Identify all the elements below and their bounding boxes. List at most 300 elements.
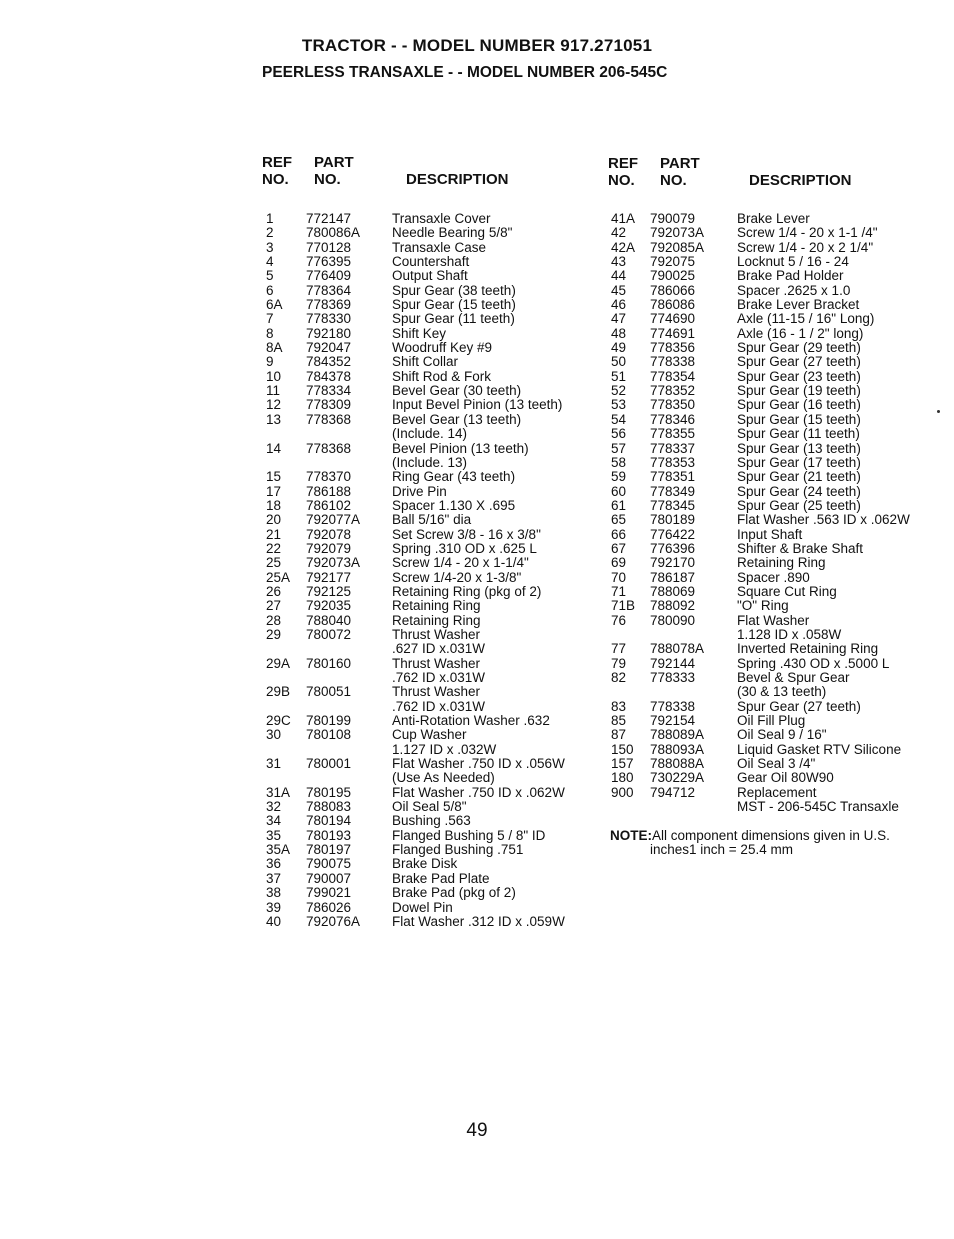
parts-row (611, 528, 941, 542)
parts-row (266, 456, 596, 470)
part-number: 778346 (650, 411, 696, 427)
parts-row (266, 614, 596, 628)
parts-row (611, 212, 941, 226)
part-description: Oil Seal 9 / 16" (737, 727, 827, 743)
parts-row (611, 470, 941, 484)
part-number: 780072 (306, 626, 352, 642)
part-description: Flat Washer (737, 612, 810, 628)
part-description: Set Screw 3/8 - 16 x 3/8" (392, 526, 541, 542)
parts-row (266, 427, 596, 441)
part-number: 770128 (306, 239, 352, 255)
parts-row (266, 829, 596, 843)
parts-row (611, 786, 941, 800)
parts-row (611, 671, 941, 685)
part-description: Gear Oil 80W90 (737, 770, 834, 786)
ref-number: 30 (266, 727, 282, 743)
ref-number: 13 (266, 411, 282, 427)
part-number: 792144 (650, 655, 696, 671)
ref-number: 87 (611, 727, 627, 743)
part-description: Flat Washer .563 ID x .062W (737, 512, 910, 528)
parts-row (611, 800, 941, 814)
ref-number: 54 (611, 411, 627, 427)
scan-speck (937, 410, 940, 413)
parts-row (266, 814, 596, 828)
part-number: 786188 (306, 483, 352, 499)
right-parts-list (611, 212, 941, 814)
parts-row (611, 642, 941, 656)
part-description: Screw 1/4-20 x 1-3/8" (392, 569, 522, 585)
part-description: Axle (11-15 / 16" Long) (737, 311, 875, 327)
part-description: Flanged Bushing 5 / 8" ID (392, 827, 546, 843)
parts-row (266, 743, 596, 757)
part-description: Brake Pad (pkg of 2) (392, 885, 516, 901)
part-description: Spur Gear (25 teeth) (737, 497, 861, 513)
parts-row (266, 442, 596, 456)
header-part-line2: NO. (660, 172, 687, 189)
parts-row (611, 771, 941, 785)
part-description: Bevel Pinion (13 teeth) (392, 440, 529, 456)
part-number: 790079 (650, 211, 696, 226)
part-number: 792047 (306, 340, 352, 356)
parts-row (266, 571, 596, 585)
part-description: Spur Gear (16 teeth) (737, 397, 861, 413)
part-description: Spur Gear (27 teeth) (737, 698, 861, 714)
part-number: 780193 (306, 827, 352, 843)
part-description: Input Bevel Pinion (13 teeth) (392, 397, 563, 413)
part-number: 778370 (306, 469, 352, 485)
parts-row (611, 657, 941, 671)
part-description: 1.127 ID x .032W (392, 741, 497, 757)
part-number: 792076A (306, 913, 361, 929)
parts-row (266, 728, 596, 742)
parts-row (266, 872, 596, 886)
ref-number: 6 (266, 282, 274, 298)
part-description: Spur Gear (11 teeth) (737, 426, 860, 442)
parts-row (266, 800, 596, 814)
parts-row (266, 212, 596, 226)
parts-row (611, 298, 941, 312)
parts-row (266, 886, 596, 900)
header-ref-line2: NO. (608, 172, 635, 189)
ref-number: 7 (266, 311, 274, 327)
ref-number: 34 (266, 813, 282, 829)
parts-row (266, 901, 596, 915)
parts-row (266, 657, 596, 671)
part-description: Retaining Ring (392, 612, 481, 628)
right-description-header: DESCRIPTION (749, 172, 852, 189)
ref-number: 47 (611, 311, 627, 327)
part-number: 780199 (306, 713, 352, 729)
part-number: 784352 (306, 354, 352, 370)
parts-row (266, 556, 596, 570)
part-number: 778368 (306, 411, 352, 427)
parts-row (611, 599, 941, 613)
ref-number: 79 (611, 655, 627, 671)
part-description: Locknut 5 / 16 - 24 (737, 254, 849, 270)
ref-number: 42A (611, 239, 636, 255)
parts-row (611, 728, 941, 742)
parts-row (266, 485, 596, 499)
ref-number: 8A (266, 340, 283, 356)
ref-number: 48 (611, 325, 627, 341)
part-description: Input Shaft (737, 526, 803, 542)
ref-number: 26 (266, 583, 282, 599)
part-number: 788093A (650, 741, 705, 757)
parts-row (611, 413, 941, 427)
part-number: 778337 (650, 440, 696, 456)
part-number: 778333 (650, 670, 696, 685)
parts-row (266, 671, 596, 685)
part-description: Replacement (737, 784, 817, 800)
left-part-header (314, 154, 354, 188)
parts-row (611, 384, 941, 398)
part-description: Flat Washer .750 ID x .056W (392, 756, 565, 772)
parts-row (611, 571, 941, 585)
ref-number: 2 (266, 225, 274, 241)
part-number: 792079 (306, 540, 352, 556)
ref-number: 29B (266, 684, 291, 700)
ref-number: 38 (266, 885, 282, 901)
part-number: 780051 (306, 684, 352, 700)
part-number: 776422 (650, 526, 696, 542)
parts-row (611, 284, 941, 298)
parts-row (266, 513, 596, 527)
part-number: 780194 (306, 813, 352, 829)
ref-number: 83 (611, 698, 627, 714)
part-number: 778349 (650, 483, 696, 499)
parts-row (611, 714, 941, 728)
part-description: Flat Washer .312 ID x .059W (392, 913, 565, 929)
parts-row (266, 843, 596, 857)
parts-row (266, 226, 596, 240)
part-number: 780090 (650, 612, 696, 628)
ref-number: 29C (266, 713, 291, 729)
parts-row (266, 628, 596, 642)
part-number: 778364 (306, 282, 352, 298)
part-description: Bushing .563 (392, 813, 471, 829)
right-part-header (660, 155, 700, 189)
part-description: "O" Ring (737, 598, 789, 614)
parts-row (611, 312, 941, 326)
part-number: 772147 (306, 211, 352, 226)
part-number: 790007 (306, 870, 352, 886)
part-description: Needle Bearing 5/8" (392, 225, 513, 241)
parts-row (611, 743, 941, 757)
parts-row (266, 298, 596, 312)
part-number: 778354 (650, 368, 696, 384)
ref-number: 3 (266, 239, 274, 255)
part-number: 792180 (306, 325, 352, 341)
ref-number: 71B (611, 598, 636, 614)
dimensions-note (610, 829, 940, 858)
part-description: Thrust Washer (392, 626, 481, 642)
ref-number: 42 (611, 225, 627, 241)
ref-number: 61 (611, 497, 627, 513)
header-part-line1: PART (660, 155, 700, 172)
ref-number: 31 (266, 756, 282, 772)
part-description: Brake Disk (392, 856, 458, 872)
parts-row (266, 642, 596, 656)
part-description: Bevel Gear (30 teeth) (392, 383, 522, 399)
part-description: Brake Pad Holder (737, 268, 844, 284)
part-number: 790025 (650, 268, 696, 284)
ref-number: 17 (266, 483, 282, 499)
ref-number: 28 (266, 612, 282, 628)
part-description: Spur Gear (19 teeth) (737, 383, 861, 399)
parts-row (266, 327, 596, 341)
part-description: Thrust Washer (392, 684, 481, 700)
part-description: Retaining Ring (392, 598, 481, 614)
ref-number: 21 (266, 526, 282, 542)
part-number: 778330 (306, 311, 352, 327)
parts-row (266, 700, 596, 714)
ref-number: 20 (266, 512, 282, 528)
part-description: Spacer .2625 x 1.0 (737, 282, 851, 298)
part-description: Shifter & Brake Shaft (737, 540, 864, 556)
parts-row (611, 556, 941, 570)
part-description: Shift Key (392, 325, 447, 341)
parts-row (266, 269, 596, 283)
part-number: 778352 (650, 383, 696, 399)
part-number: 792073A (650, 225, 705, 241)
part-description: Transaxle Case (392, 239, 487, 255)
parts-row (266, 542, 596, 556)
ref-number: 15 (266, 469, 282, 485)
part-number: 774691 (650, 325, 696, 341)
parts-row (611, 700, 941, 714)
part-description: Oil Seal 5/8" (392, 799, 467, 815)
ref-number: 60 (611, 483, 627, 499)
part-number: 786102 (306, 497, 352, 513)
ref-number: 52 (611, 383, 627, 399)
ref-number: 25 (266, 555, 282, 571)
part-description: Flat Washer .750 ID x .062W (392, 784, 565, 800)
part-number: 778334 (306, 383, 352, 399)
ref-number: 71 (611, 583, 627, 599)
page-title: TRACTOR - - MODEL NUMBER 917.271051 (301, 36, 653, 55)
parts-row (611, 370, 941, 384)
part-description: Cup Washer (392, 727, 467, 743)
parts-row (611, 456, 941, 470)
part-number: 780189 (650, 512, 696, 528)
part-number: 792073A (306, 555, 361, 571)
ref-number: 22 (266, 540, 282, 556)
ref-number: 900 (611, 784, 634, 800)
parts-row (611, 513, 941, 527)
part-description: Spur Gear (27 teeth) (737, 354, 861, 370)
part-number: 790075 (306, 856, 352, 872)
part-description: Spacer .890 (737, 569, 810, 585)
part-number: 780195 (306, 784, 352, 800)
note-label: NOTE: (610, 828, 652, 843)
parts-row (266, 757, 596, 771)
left-parts-list (266, 212, 596, 929)
part-description: Oil Seal 3 /4" (737, 756, 816, 772)
ref-number: 67 (611, 540, 627, 556)
part-description: Spur Gear (15 teeth) (392, 297, 516, 313)
part-number: 778338 (650, 354, 696, 370)
parts-row (266, 312, 596, 326)
parts-row (611, 427, 941, 441)
parts-row (266, 599, 596, 613)
part-description: Bevel & Spur Gear (737, 670, 850, 685)
part-description: (Include. 13) (392, 454, 468, 470)
parts-row (266, 528, 596, 542)
ref-number: 76 (611, 612, 627, 628)
part-description: (Use As Needed) (392, 770, 495, 786)
part-number: 778356 (650, 340, 696, 356)
ref-number: 46 (611, 297, 627, 313)
part-description: Ring Gear (43 teeth) (392, 469, 516, 485)
part-number: 778369 (306, 297, 352, 313)
part-description: Transaxle Cover (392, 211, 491, 226)
ref-number: 43 (611, 254, 627, 270)
part-number: 792035 (306, 598, 352, 614)
part-number: 778351 (650, 469, 696, 485)
ref-number: 36 (266, 856, 282, 872)
parts-row (611, 269, 941, 283)
part-number: 778345 (650, 497, 696, 513)
part-description: Spur Gear (15 teeth) (737, 411, 861, 427)
right-ref-header (608, 155, 638, 189)
part-number: 786187 (650, 569, 696, 585)
part-number: 792154 (650, 713, 696, 729)
part-number: 792075 (650, 254, 696, 270)
page-subtitle: PEERLESS TRANSAXLE - - MODEL NUMBER 206-545C (262, 64, 668, 81)
part-number: 780108 (306, 727, 352, 743)
part-description: Oil Fill Plug (737, 713, 806, 729)
part-number: 778350 (650, 397, 696, 413)
part-number: 730229A (650, 770, 705, 786)
part-description: Shift Rod & Fork (392, 368, 492, 384)
part-number: 786086 (650, 297, 696, 313)
part-number: 778355 (650, 426, 696, 442)
parts-row (266, 786, 596, 800)
ref-number: 1 (266, 211, 274, 226)
part-number: 780001 (306, 756, 352, 772)
parts-row (611, 585, 941, 599)
part-description: Brake Lever (737, 211, 810, 226)
parts-row (266, 398, 596, 412)
parts-row (266, 241, 596, 255)
part-description: Spur Gear (11 teeth) (392, 311, 515, 327)
part-description: Drive Pin (392, 483, 447, 499)
part-number: 780160 (306, 655, 352, 671)
parts-row (266, 341, 596, 355)
header-part-line2: NO. (314, 171, 341, 188)
ref-number: 11 (266, 383, 281, 399)
part-description: Spur Gear (29 teeth) (737, 340, 861, 356)
part-number: 788040 (306, 612, 352, 628)
parts-row (611, 485, 941, 499)
part-number: 778309 (306, 397, 352, 413)
part-number: 788078A (650, 641, 705, 657)
ref-number: 32 (266, 799, 282, 815)
parts-row (611, 241, 941, 255)
parts-row (266, 685, 596, 699)
part-description: Spur Gear (21 teeth) (737, 469, 861, 485)
part-number: 788069 (650, 583, 696, 599)
part-description: Spring .310 OD x .625 L (392, 540, 537, 556)
part-description: Retaining Ring (737, 555, 826, 571)
part-number: 780197 (306, 842, 352, 858)
ref-number: 5 (266, 268, 274, 284)
ref-number: 9 (266, 354, 274, 370)
ref-number: 35A (266, 842, 291, 858)
parts-row (266, 355, 596, 369)
ref-number: 27 (266, 598, 282, 614)
ref-number: 6A (266, 297, 283, 313)
part-description: Spur Gear (24 teeth) (737, 483, 861, 499)
part-description: Anti-Rotation Washer .632 (392, 713, 550, 729)
parts-row (611, 442, 941, 456)
page-number: 49 (466, 1120, 488, 1141)
ref-number: 31A (266, 784, 291, 800)
ref-number: 82 (611, 670, 627, 685)
parts-row (266, 284, 596, 298)
ref-number: 29 (266, 626, 282, 642)
part-description: .627 ID x.031W (392, 641, 486, 657)
ref-number: 45 (611, 282, 627, 298)
ref-number: 150 (611, 741, 634, 757)
ref-number: 58 (611, 454, 627, 470)
ref-number: 44 (611, 268, 627, 284)
ref-number: 12 (266, 397, 282, 413)
ref-number: 180 (611, 770, 634, 786)
parts-row (266, 771, 596, 785)
ref-number: 8 (266, 325, 274, 341)
part-number: 778338 (650, 698, 696, 714)
parts-row (611, 757, 941, 771)
part-number: 778368 (306, 440, 352, 456)
ref-number: 66 (611, 526, 627, 542)
ref-number: 85 (611, 713, 627, 729)
ref-number: 14 (266, 440, 282, 456)
ref-number: 70 (611, 569, 627, 585)
ref-number: 40 (266, 913, 282, 929)
part-description: Spacer 1.130 X .695 (392, 497, 516, 513)
ref-number: 57 (611, 440, 627, 456)
part-description: Brake Pad Plate (392, 870, 490, 886)
ref-number: 51 (611, 368, 627, 384)
part-number: 786066 (650, 282, 696, 298)
header-ref-line1: REF (262, 154, 292, 171)
part-number: 792077A (306, 512, 361, 528)
parts-row (611, 614, 941, 628)
part-number: 792170 (650, 555, 696, 571)
part-description: Liquid Gasket RTV Silicone (737, 741, 902, 757)
ref-number: 59 (611, 469, 627, 485)
left-description-header: DESCRIPTION (406, 171, 509, 188)
parts-row (611, 341, 941, 355)
part-number: 776409 (306, 268, 352, 284)
parts-row (266, 370, 596, 384)
left-ref-header (262, 154, 292, 188)
part-number: 786026 (306, 899, 352, 915)
ref-number: 49 (611, 340, 627, 356)
part-description: Spring .430 OD x .5000 L (737, 655, 890, 671)
part-number: 776396 (650, 540, 696, 556)
part-description: Spur Gear (17 teeth) (737, 454, 861, 470)
part-description: Axle (16 - 1 / 2" long) (737, 325, 864, 341)
part-number: 788088A (650, 756, 705, 772)
part-number: 792177 (306, 569, 352, 585)
parts-row (266, 857, 596, 871)
ref-number: 4 (266, 254, 274, 270)
ref-number: 37 (266, 870, 282, 886)
ref-number: 35 (266, 827, 282, 843)
parts-row (611, 685, 941, 699)
